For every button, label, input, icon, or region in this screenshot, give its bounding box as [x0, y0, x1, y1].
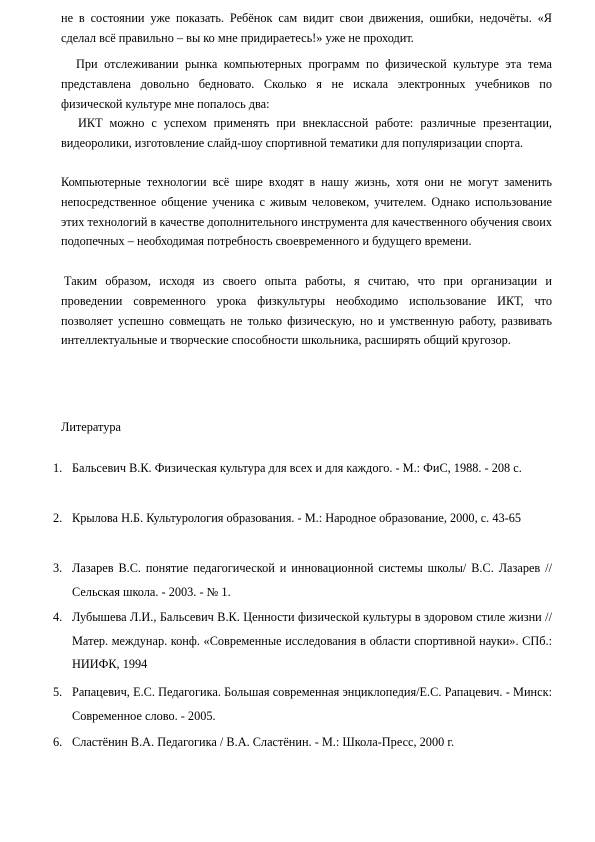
reference-item [53, 557, 552, 604]
reference-number: 6. [53, 735, 63, 749]
reference-number: 1. [53, 461, 63, 475]
paragraph-4: Компьютерные технологии всё шире входят в нашу жизнь, хотя они не могут заменить непосредственное общение ученика с живым человеком, учителем. Однако использование этих технологий в качестве дополнительного инструмента для качественного обучения своих подопечных – необходимая потребность своевременного и будущего времени. [61, 175, 552, 249]
reference-text: Крылова Н.Б. Культурология образования. - М.: Народное образование, 2000, с. 43-65 [72, 511, 522, 525]
reference-text: Рапацевич, Е.С. Педагогика. Большая современная энциклопедия/Е.С. Рапацевич. - Минск: Современное слово. - 2005. [72, 685, 552, 723]
reference-number: 2. [53, 511, 63, 525]
reference-number: 4. [53, 610, 63, 624]
reference-item [53, 507, 552, 531]
reference-text: Лубышева Л.И., Бальсевич В.К. Ценности физической культуры в здоровом стиле жизни // Матер. междунар. конф. «Современные исследования в области спортивной науки». СПб.: НИИФК, 1994 [72, 610, 552, 671]
reference-number: 3. [53, 561, 63, 575]
reference-number: 5. [53, 685, 63, 699]
paragraph-1: не в состоянии уже показать. Ребёнок сам видит свои движения, ошибки, недочёты. «Я сделал всё правильно – вы ко мне придираетесь!» уже не проходит. [61, 11, 552, 45]
reference-text: Лазарев В.С. понятие педагогической и инновационной системы школы/ В.С. Лазарев // Сельская школа. - 2003. - № 1. [72, 561, 552, 599]
reference-text: Бальсевич В.К. Физическая культура для всех и для каждого. - М.: ФиС, 1988. - 208 с. [72, 461, 522, 475]
paragraph-3: ИКТ можно с успехом применять при внеклассной работе: различные презентации, видеоролики, изготовление слайд-шоу спортивной тематики для популяризации спорта. [61, 116, 552, 150]
reference-item [53, 606, 552, 677]
paragraph-2: При отслеживании рынка компьютерных программ по физической культуре эта тема представлена довольно бедновато. Сколько я не искала электронных учебников по физической культуре мне попалось два: [61, 57, 552, 111]
reference-item [53, 731, 552, 755]
reference-item [53, 457, 552, 481]
paragraph-5: Таким образом, исходя из своего опыта работы, я считаю, что при организации и проведении современного урока физкультуры необходимо использование ИКТ, что позволяет успешно совмещать не только физическую, но и умственную работу, развивать интеллектуальные и творческие способности школьника, расширять общий кругозор. [61, 274, 552, 348]
reference-text: Сластёнин В.А. Педагогика / В.А. Сластёнин. - М.: Школа-Пресс, 2000 г. [72, 735, 455, 749]
literature-heading: Литература [61, 420, 122, 434]
reference-item [53, 681, 552, 728]
